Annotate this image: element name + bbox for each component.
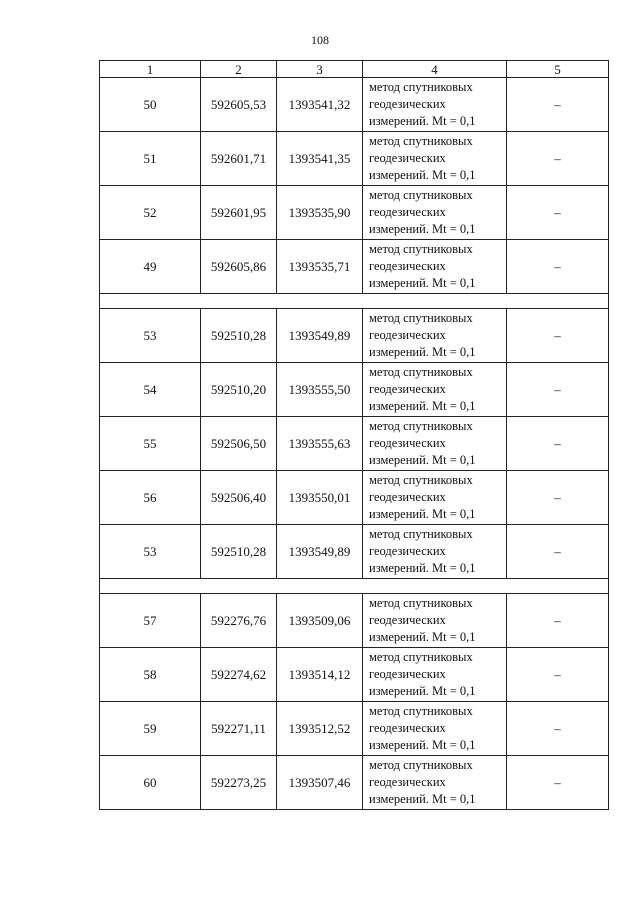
- group-separator-row: [100, 294, 609, 309]
- y-coordinate-cell: 1393555,50: [277, 363, 363, 417]
- note-cell: –: [507, 132, 609, 186]
- method-line: геодезических: [369, 544, 446, 558]
- note-cell: –: [507, 594, 609, 648]
- method-line: измерений. Mt = 0,1: [369, 561, 476, 575]
- table-row: [100, 648, 609, 702]
- method-cell: [363, 756, 507, 810]
- method-line: измерений. Mt = 0,1: [369, 345, 476, 359]
- point-number-cell: 58: [100, 648, 201, 702]
- method-line: метод спутниковых: [369, 188, 473, 202]
- method-line: измерений. Mt = 0,1: [369, 114, 476, 128]
- point-number-cell: 59: [100, 702, 201, 756]
- method-line: геодезических: [369, 151, 446, 165]
- method-line: геодезических: [369, 613, 446, 627]
- point-number-cell: 60: [100, 756, 201, 810]
- method-line: метод спутниковых: [369, 473, 473, 487]
- page-number: 108: [311, 33, 329, 47]
- point-number-cell: 57: [100, 594, 201, 648]
- method-line: метод спутниковых: [369, 134, 473, 148]
- y-coordinate-cell: 1393555,63: [277, 417, 363, 471]
- y-coordinate-cell: 1393512,52: [277, 702, 363, 756]
- x-coordinate-cell: 592273,25: [201, 756, 277, 810]
- note-cell: –: [507, 756, 609, 810]
- y-coordinate-cell: 1393541,35: [277, 132, 363, 186]
- column-header: 1: [100, 61, 201, 78]
- point-number-cell: 53: [100, 525, 201, 579]
- method-cell: [363, 525, 507, 579]
- method-line: измерений. Mt = 0,1: [369, 630, 476, 644]
- method-line: измерений. Mt = 0,1: [369, 399, 476, 413]
- table-row: [100, 471, 609, 525]
- x-coordinate-cell: 592506,40: [201, 471, 277, 525]
- group-separator: [100, 294, 609, 309]
- method-line: измерений. Mt = 0,1: [369, 276, 476, 290]
- method-cell: [363, 363, 507, 417]
- method-line: измерений. Mt = 0,1: [369, 738, 476, 752]
- method-cell: [363, 240, 507, 294]
- y-coordinate-cell: 1393541,32: [277, 78, 363, 132]
- method-line: измерений. Mt = 0,1: [369, 507, 476, 521]
- point-number-cell: 56: [100, 471, 201, 525]
- method-line: измерений. Mt = 0,1: [369, 453, 476, 467]
- column-header: 5: [507, 61, 609, 78]
- point-number-cell: 53: [100, 309, 201, 363]
- point-number-cell: 55: [100, 417, 201, 471]
- method-cell: [363, 186, 507, 240]
- y-coordinate-cell: 1393514,12: [277, 648, 363, 702]
- method-line: метод спутниковых: [369, 365, 473, 379]
- method-line: измерений. Mt = 0,1: [369, 222, 476, 236]
- y-coordinate-cell: 1393535,71: [277, 240, 363, 294]
- note-cell: –: [507, 471, 609, 525]
- column-header: 4: [363, 61, 507, 78]
- x-coordinate-cell: 592510,28: [201, 525, 277, 579]
- table-row: [100, 702, 609, 756]
- point-number-cell: 51: [100, 132, 201, 186]
- group-separator: [100, 579, 609, 594]
- method-line: геодезических: [369, 721, 446, 735]
- method-line: геодезических: [369, 97, 446, 111]
- method-cell: [363, 132, 507, 186]
- table-row: [100, 240, 609, 294]
- y-coordinate-cell: 1393509,06: [277, 594, 363, 648]
- table-row: [100, 525, 609, 579]
- note-cell: –: [507, 648, 609, 702]
- coordinates-table: [99, 60, 609, 810]
- column-header: 2: [201, 61, 277, 78]
- table-row: [100, 78, 609, 132]
- x-coordinate-cell: 592605,86: [201, 240, 277, 294]
- note-cell: –: [507, 417, 609, 471]
- method-line: метод спутниковых: [369, 419, 473, 433]
- x-coordinate-cell: 592271,11: [201, 702, 277, 756]
- table-row: [100, 756, 609, 810]
- point-number-cell: 52: [100, 186, 201, 240]
- point-number-cell: 50: [100, 78, 201, 132]
- x-coordinate-cell: 592605,53: [201, 78, 277, 132]
- method-line: геодезических: [369, 667, 446, 681]
- x-coordinate-cell: 592601,95: [201, 186, 277, 240]
- method-line: метод спутниковых: [369, 758, 473, 772]
- header-row: [100, 61, 609, 78]
- method-line: измерений. Mt = 0,1: [369, 792, 476, 806]
- method-line: метод спутниковых: [369, 311, 473, 325]
- table-row: [100, 132, 609, 186]
- method-line: измерений. Mt = 0,1: [369, 168, 476, 182]
- method-cell: [363, 417, 507, 471]
- method-line: геодезических: [369, 328, 446, 342]
- y-coordinate-cell: 1393550,01: [277, 471, 363, 525]
- method-cell: [363, 594, 507, 648]
- x-coordinate-cell: 592276,76: [201, 594, 277, 648]
- method-line: метод спутниковых: [369, 704, 473, 718]
- method-cell: [363, 309, 507, 363]
- note-cell: –: [507, 78, 609, 132]
- table-row: [100, 186, 609, 240]
- method-line: геодезических: [369, 382, 446, 396]
- note-cell: –: [507, 240, 609, 294]
- note-cell: –: [507, 186, 609, 240]
- method-cell: [363, 471, 507, 525]
- x-coordinate-cell: 592510,28: [201, 309, 277, 363]
- method-line: геодезических: [369, 436, 446, 450]
- table-row: [100, 594, 609, 648]
- x-coordinate-cell: 592510,20: [201, 363, 277, 417]
- x-coordinate-cell: 592274,62: [201, 648, 277, 702]
- y-coordinate-cell: 1393549,89: [277, 309, 363, 363]
- x-coordinate-cell: 592506,50: [201, 417, 277, 471]
- method-cell: [363, 702, 507, 756]
- method-line: геодезических: [369, 490, 446, 504]
- method-line: метод спутниковых: [369, 596, 473, 610]
- method-line: метод спутниковых: [369, 650, 473, 664]
- method-line: геодезических: [369, 205, 446, 219]
- column-header: 3: [277, 61, 363, 78]
- table-row: [100, 417, 609, 471]
- table-row: [100, 363, 609, 417]
- x-coordinate-cell: 592601,71: [201, 132, 277, 186]
- method-line: геодезических: [369, 259, 446, 273]
- point-number-cell: 49: [100, 240, 201, 294]
- note-cell: –: [507, 309, 609, 363]
- method-line: метод спутниковых: [369, 80, 473, 94]
- method-line: метод спутниковых: [369, 527, 473, 541]
- table-row: [100, 309, 609, 363]
- method-cell: [363, 648, 507, 702]
- note-cell: –: [507, 702, 609, 756]
- note-cell: –: [507, 363, 609, 417]
- method-line: геодезических: [369, 775, 446, 789]
- table-body: [100, 61, 609, 810]
- method-cell: [363, 78, 507, 132]
- method-line: измерений. Mt = 0,1: [369, 684, 476, 698]
- y-coordinate-cell: 1393535,90: [277, 186, 363, 240]
- note-cell: –: [507, 525, 609, 579]
- y-coordinate-cell: 1393507,46: [277, 756, 363, 810]
- method-line: метод спутниковых: [369, 242, 473, 256]
- point-number-cell: 54: [100, 363, 201, 417]
- y-coordinate-cell: 1393549,89: [277, 525, 363, 579]
- group-separator-row: [100, 579, 609, 594]
